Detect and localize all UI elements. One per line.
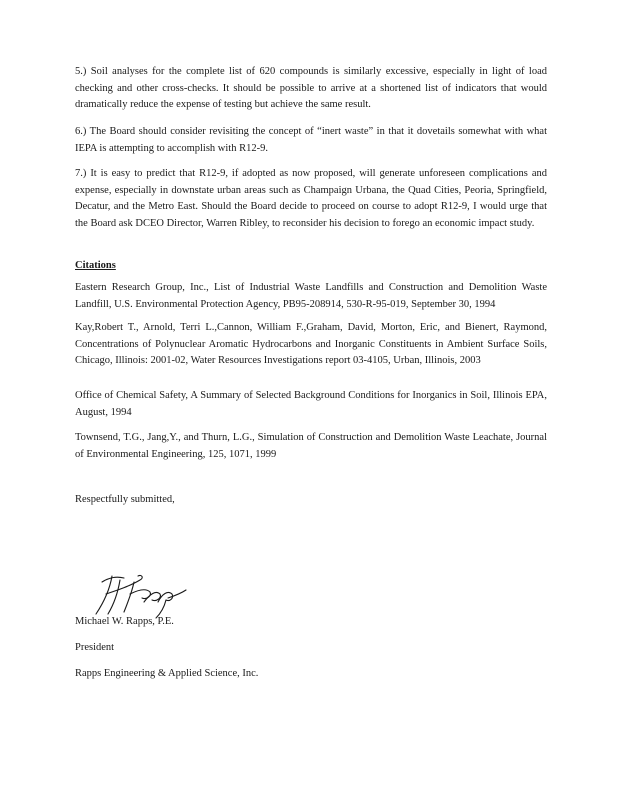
paragraph-6: 6.) The Board should consider revisiting the concept of “inert waste” in that it dovetails somewhat with what IEPA is attempting to accomplish with R12-9. — [75, 126, 547, 154]
signer-name: Michael W. Rapps, P.E. — [75, 616, 174, 627]
paragraph-7: 7.) It is easy to predict that R12-9, if adopted as now proposed, will generate unforeseen complications and expense, especially in downstate urban areas such as Champaign Urbana, the Quad Cities, Peoria, Springfield, Decatur, and the Metro East. Should the Board decide to proceed on course to adopt R12-9, I would urge that the Board ask DCEO Director, Warren Ribley, to reconsider his decision to forego an economic impact study. — [75, 168, 547, 229]
salutation: Respectfully submitted, — [75, 494, 175, 505]
citation-item: Townsend, T.G., Jang,Y., and Thurn, L.G., Simulation of Construction and Demolition Waste Leachate, Journal of Environmental Engineering, 125, 1071, 1999 — [75, 432, 547, 460]
citation-item: Eastern Research Group, Inc., List of Industrial Waste Landfills and Construction and Demolition Waste Landfill, U.S. Environmental Protection Agency, PB95-208914, 530-R-95-019, September 30, 1994 — [75, 282, 547, 310]
paragraph-5: 5.) Soil analyses for the complete list of 620 compounds is similarly excessive, especially in light of load checking and other cross-checks. It should be possible to arrive at a shortened list of indicators that would dramatically reduce the expense of testing but achieve the same result. — [75, 66, 547, 110]
signer-company: Rapps Engineering & Applied Science, Inc. — [75, 668, 259, 679]
citation-item: Kay,Robert T., Arnold, Terri L.,Cannon, William F.,Graham, David, Morton, Eric, and Bienert, Raymond, Concentrations of Polynuclear Aromatic Hydrocarbons and Inorganic Constituents in Ambient Surface Soils, Chicago, Illinois: 2001-02, Water Resources Investigations report 03-4105, Urban, Illinois, 2003 — [75, 322, 547, 366]
citations-heading: Citations — [75, 260, 116, 271]
signer-title: President — [75, 642, 115, 653]
signature-image — [90, 568, 190, 620]
citation-item: Office of Chemical Safety, A Summary of Selected Background Conditions for Inorganics in Soil, Illinois EPA, August, 1994 — [75, 390, 547, 418]
